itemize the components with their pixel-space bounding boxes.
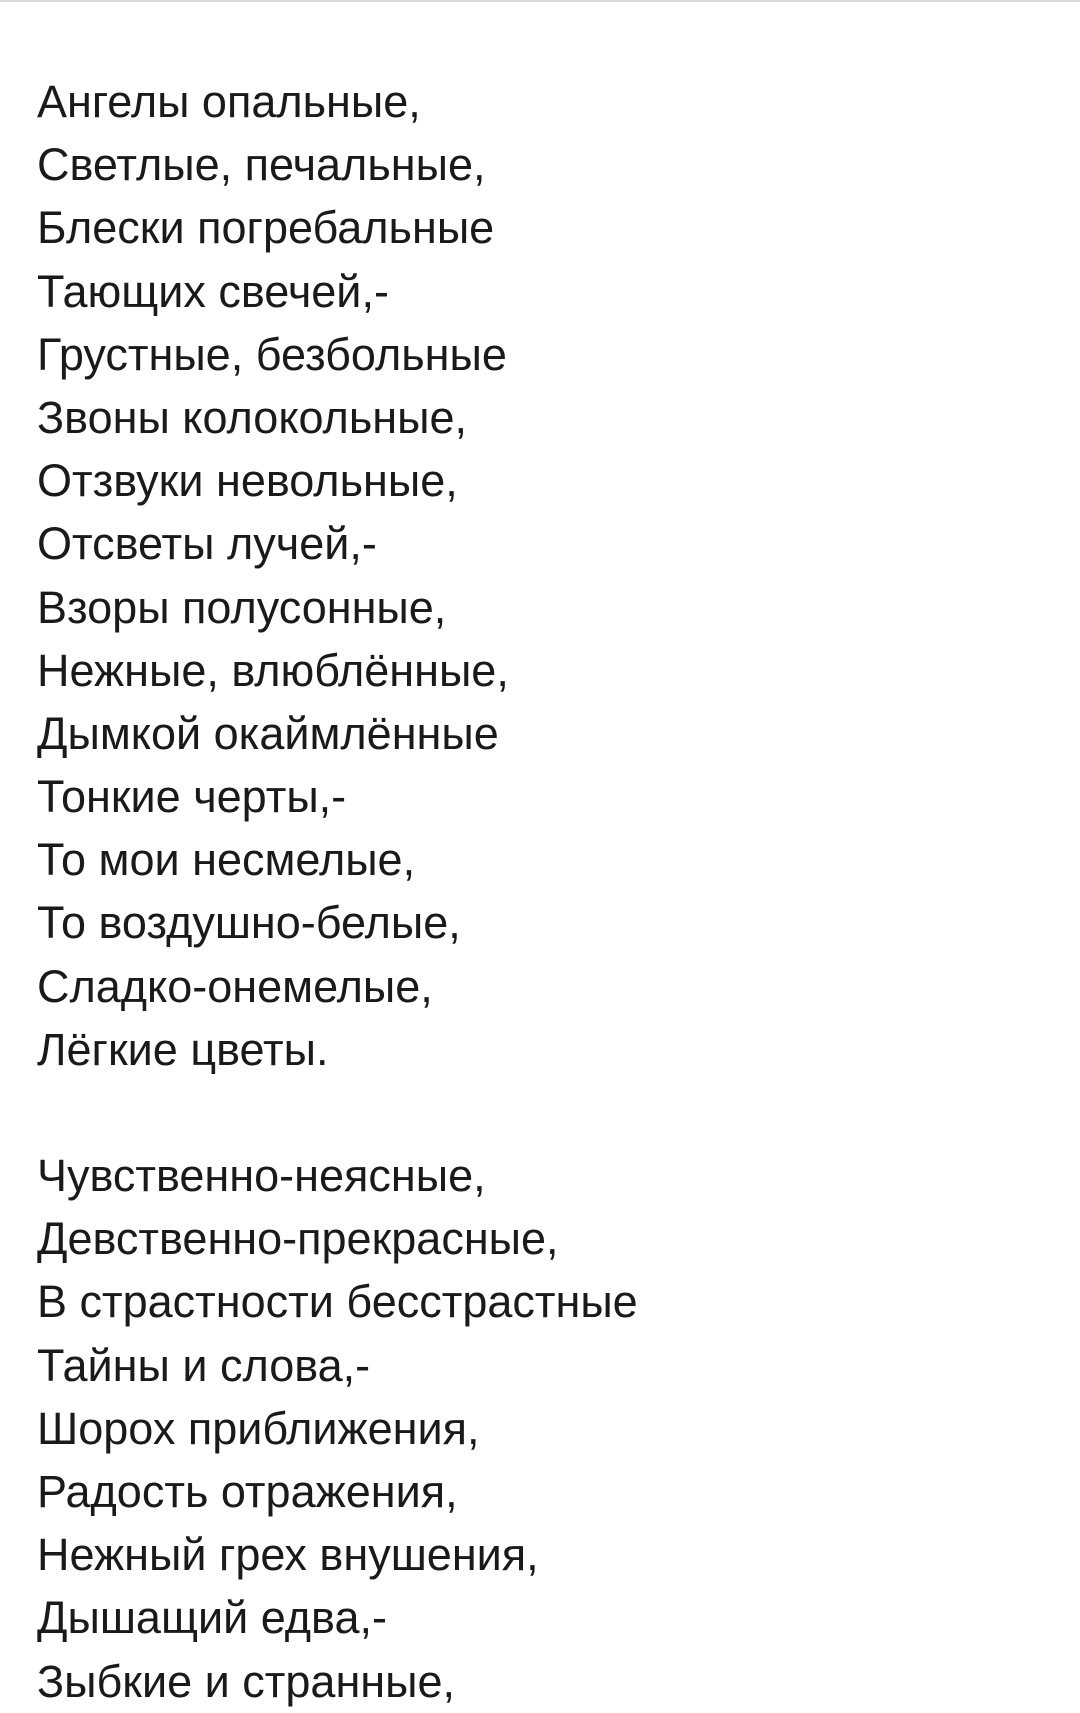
poem-line: Взоры полусонные, bbox=[37, 581, 447, 633]
poem-line: Отсветы лучей,- bbox=[37, 518, 377, 570]
poem-line: Тонкие черты,- bbox=[37, 771, 347, 823]
poem-line: Тайны и слова,- bbox=[37, 1339, 371, 1391]
stanza-2 bbox=[37, 1144, 1037, 1713]
poem-line: Сладко-онемелые, bbox=[37, 960, 433, 1012]
poem-line: Нежные, влюблённые, bbox=[37, 644, 509, 696]
poem-line: Шорох приближения, bbox=[37, 1402, 480, 1454]
poem-line: Чувственно-неясные, bbox=[37, 1150, 486, 1201]
poem-text bbox=[37, 70, 1037, 1713]
poem-line: То мои несмелые, bbox=[37, 834, 416, 886]
poem-line: Светлые, печальные, bbox=[37, 139, 486, 191]
poem-line: Зыбкие и странные, bbox=[37, 1655, 456, 1707]
poem-line: Отзвуки невольные, bbox=[37, 455, 458, 507]
poem-line: Грустные, безбольные bbox=[37, 328, 507, 380]
top-divider bbox=[0, 0, 1080, 2]
poem-line: Дышащий едва,- bbox=[37, 1592, 387, 1644]
poem-line: Нежный грех внушения, bbox=[37, 1529, 539, 1581]
poem-line: Лёгкие цветы. bbox=[37, 1023, 329, 1075]
poem-line: Девственно-прекрасные, bbox=[37, 1213, 559, 1265]
poem-line: То воздушно-белые, bbox=[37, 897, 461, 949]
poem-line: Блески погребальные bbox=[37, 202, 495, 254]
poem-line: Тающих свечей,- bbox=[37, 265, 389, 317]
stanza-1 bbox=[37, 70, 1037, 1081]
poem-line: Дымкой окаймлённые bbox=[37, 707, 499, 759]
poem-line: Ангелы опальные, bbox=[37, 76, 421, 127]
poem-line: Звоны колокольные, bbox=[37, 391, 467, 443]
poem-line: Радость отражения, bbox=[37, 1465, 458, 1517]
poem-line: В страстности бесстрастные bbox=[37, 1276, 638, 1328]
